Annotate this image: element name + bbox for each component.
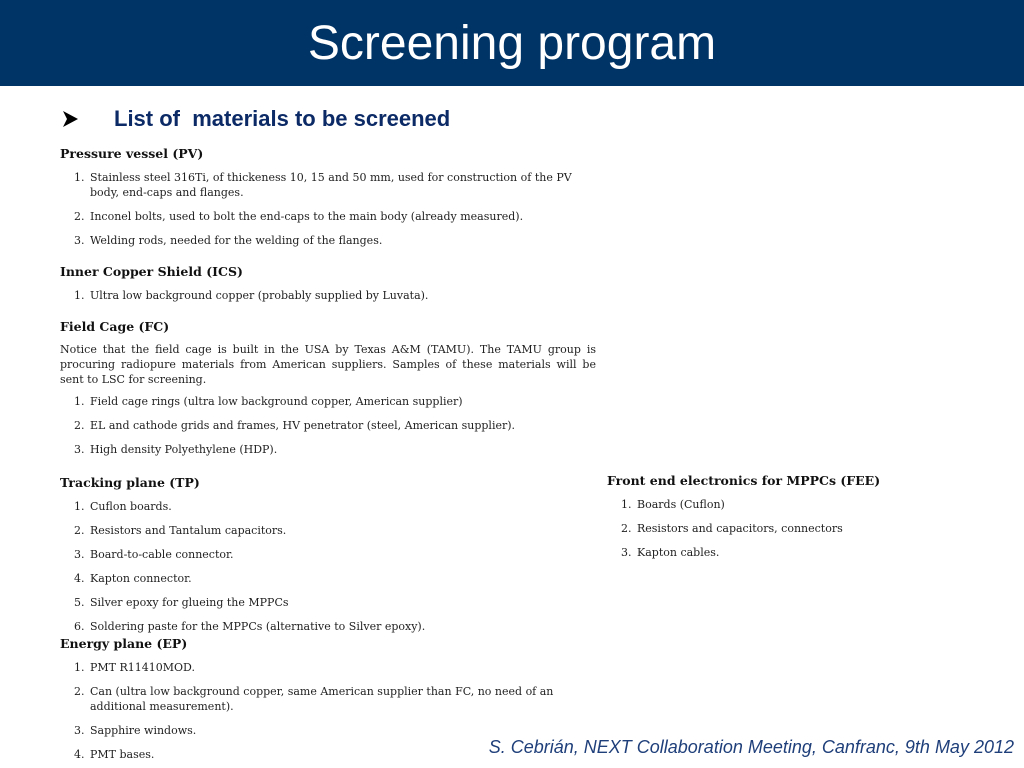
list-item: 2. Resistors and capacitors, connectors [621, 522, 843, 535]
section-title: Front end electronics for MPPCs (FEE) [607, 473, 881, 488]
list-item: 4. PMT bases. [74, 748, 155, 761]
section-note: Notice that the field cage is built in the USA by Texas A&M (TAMU). The TAMU group is procuring radiopure materials from American suppliers. Samples of these materials will be sent to LSC for screening. [60, 343, 596, 386]
slide-title: Screening program [307, 17, 717, 70]
list-item: 2. EL and cathode grids and frames, HV penetrator (steel, American supplier). [74, 419, 516, 432]
list-item: 6. Soldering paste for the MPPCs (alternative to Silver epoxy). [74, 620, 426, 633]
list-item: 2. Resistors and Tantalum capacitors. [74, 524, 287, 537]
section-title: Field Cage (FC) [60, 319, 170, 334]
list-item: 3. High density Polyethylene (HDP). [74, 443, 278, 456]
list-item: 5. Silver epoxy for glueing the MPPCs [74, 596, 289, 609]
arrow-bullet-icon [62, 109, 82, 131]
list-item: 1. Ultra low background copper (probably supplied by Luvata). [74, 289, 429, 302]
list-item: 3. Welding rods, needed for the welding of the flanges. [74, 234, 383, 247]
list-item: 1. Stainless steel 316Ti, of thickeness 10, 15 and 50 mm, used for construction of the PV body, end-caps and flanges. [74, 171, 572, 199]
list-item: 1. Field cage rings (ultra low background copper, American supplier) [74, 395, 463, 408]
list-item: 3. Sapphire windows. [74, 724, 197, 737]
footer-citation: S. Cebrián, NEXT Collaboration Meeting, Canfranc, 9th May 2012 [488, 737, 1014, 757]
section-inner-copper-shield [60, 264, 596, 303]
bullet-heading: List of materials to be screened [114, 106, 451, 131]
list-item: 3. Board-to-cable connector. [74, 548, 234, 561]
section-front-end-electronics [607, 473, 937, 560]
list-item: 2. Inconel bolts, used to bolt the end-caps to the main body (already measured). [74, 210, 524, 223]
section-title: Tracking plane (TP) [60, 475, 200, 490]
section-title: Energy plane (EP) [60, 636, 188, 651]
list-item: 1. Cuflon boards. [74, 500, 172, 513]
title-bar [0, 0, 1024, 86]
list-item: 2. Can (ultra low background copper, same American supplier than FC, no need of an additional measurement). [74, 685, 554, 713]
section-tracking-plane [60, 475, 596, 634]
list-item: 3. Kapton cables. [621, 546, 720, 559]
section-title: Pressure vessel (PV) [60, 146, 204, 161]
list-item: 4. Kapton connector. [74, 572, 192, 585]
list-item: 1. PMT R11410MOD. [74, 661, 195, 674]
section-field-cage [60, 319, 596, 457]
section-pressure-vessel [60, 146, 596, 248]
section-title: Inner Copper Shield (ICS) [60, 264, 243, 279]
list-item: 1. Boards (Cuflon) [621, 498, 725, 511]
